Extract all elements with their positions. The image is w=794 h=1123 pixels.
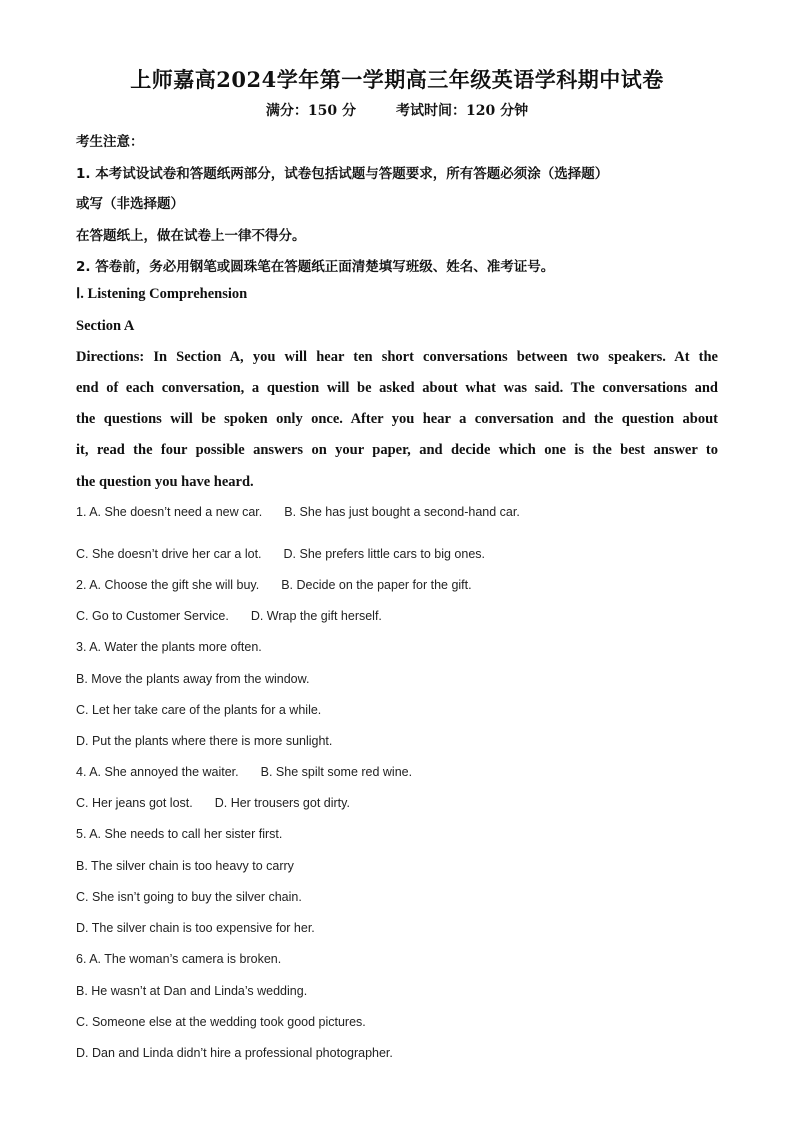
q3-option-b: B. Move the plants away from the window. <box>76 672 310 686</box>
question-1-row-1 <box>76 505 520 519</box>
q1-option-a: 1. A. She doesn’t need a new car. <box>76 505 263 519</box>
directions-line-1: Directions: In Section A, you will hear ten short conversations between two speakers. At the <box>76 349 718 365</box>
q5-option-a: 5. A. She needs to call her sister first. <box>76 827 283 841</box>
q2-option-d: D. Wrap the gift herself. <box>250 609 382 623</box>
q6-option-c: C. Someone else at the wedding took good pictures. <box>76 1015 366 1029</box>
exam-time: 考试时间：120 分钟 <box>396 103 529 119</box>
q1-option-c: C. She doesn’t drive her car a lot. <box>76 547 262 561</box>
notice-item-2: 2. 答卷前，务必用钢笔或圆珠笔在答题纸正面清楚填写班级、姓名、准考证号。 <box>76 259 555 275</box>
question-4-row-1 <box>76 765 412 779</box>
q2-option-c: C. Go to Customer Service. <box>76 609 229 623</box>
part-heading: Ⅰ. Listening Comprehension <box>76 286 248 302</box>
q3-option-a: 3. A. Water the plants more often. <box>76 640 262 654</box>
question-1-row-2 <box>76 547 485 561</box>
q1-option-d: D. She prefers little cars to big ones. <box>283 547 485 561</box>
notice-item-1-line-3: 在答题纸上，做在试卷上一律不得分。 <box>76 228 306 244</box>
section-heading: Section A <box>76 318 135 334</box>
q2-option-a: 2. A. Choose the gift she will buy. <box>76 578 260 592</box>
directions-line-2: end of each conversation, a question will be asked about what was said. The conversations and <box>76 380 718 396</box>
notice-item-1-line-2: 或写（非选择题） <box>76 196 184 212</box>
exam-info <box>0 100 794 120</box>
q4-option-b: B. She spilt some red wine. <box>260 765 413 779</box>
page-title: 上师嘉高2024学年第一学期高三年级英语学科期中试卷 <box>130 67 664 92</box>
q5-option-c: C. She isn’t going to buy the silver chain. <box>76 890 302 904</box>
question-2-row-2 <box>76 609 382 623</box>
q5-option-b: B. The silver chain is too heavy to carry <box>76 859 294 873</box>
directions-line-5: the question you have heard. <box>76 474 254 490</box>
q4-option-d: D. Her trousers got dirty. <box>214 796 350 810</box>
q4-option-a: 4. A. She annoyed the waiter. <box>76 765 239 779</box>
q3-option-c: C. Let her take care of the plants for a while. <box>76 703 322 717</box>
directions-line-4: it, read the four possible answers on your paper, and decide which one is the best answer to <box>76 442 718 458</box>
q6-option-a: 6. A. The woman’s camera is broken. <box>76 952 282 966</box>
q5-option-d: D. The silver chain is too expensive for her. <box>76 921 315 935</box>
q4-option-c: C. Her jeans got lost. <box>76 796 193 810</box>
question-4-row-2 <box>76 796 350 810</box>
notice-heading: 考生注意： <box>76 134 144 150</box>
q6-option-d: D. Dan and Linda didn’t hire a professional photographer. <box>76 1046 393 1060</box>
directions-line-3: the questions will be spoken only once. After you hear a conversation and the question about <box>76 411 718 427</box>
q2-option-b: B. Decide on the paper for the gift. <box>281 578 472 592</box>
q1-option-b: B. She has just bought a second-hand car. <box>284 505 520 519</box>
total-score: 满分：150 分 <box>265 103 356 119</box>
question-2-row-1 <box>76 578 472 592</box>
q3-option-d: D. Put the plants where there is more sunlight. <box>76 734 333 748</box>
q6-option-b: B. He wasn’t at Dan and Linda’s wedding. <box>76 984 308 998</box>
notice-item-1-line-1: 1. 本考试设试卷和答题纸两部分，试卷包括试题与答题要求，所有答题必须涂（选择题） <box>76 166 609 182</box>
